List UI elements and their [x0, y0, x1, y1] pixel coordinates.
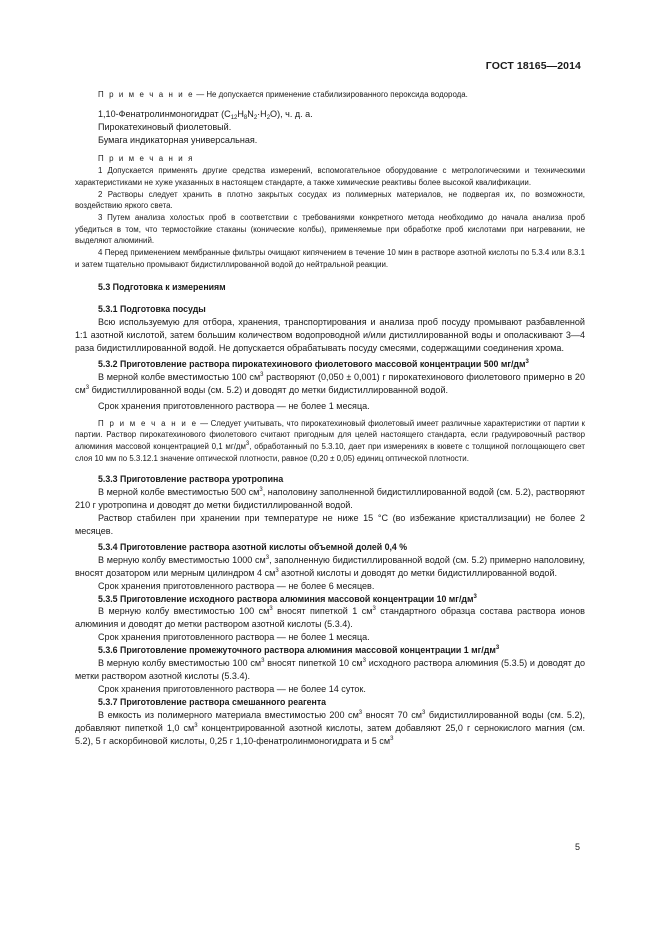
- section-5-3-5-text: В мерную колбу вместимостью 100 $см^3$ вносят пипеткой 1 $см^3$ стандартного образца состава раствора ионов алюминия и доводят до метки раствором азотной кислоты (5.3.4).: [75, 606, 585, 630]
- page-number: 5: [574, 842, 580, 852]
- section-5-3-4-storage: Срок хранения приготовленного раствора — не более 6 месяцев.: [98, 580, 375, 591]
- section-5-3-4-heading: 5.3.4 Приготовление раствора азотной кислоты объемной долей 0,4 %: [98, 541, 408, 552]
- section-5-3-2-text: В мерной колбе вместимостью 100 $см^3$ растворяют (0,050 ± 0,001) г пирокатехинового фиолетового примерно в 20 $см^3$ бидистиллированной воды (см. 5.2) и доводят до метки бидистиллированной водой.: [75, 371, 585, 395]
- section-5-3-1-heading: 5.3.1 Подготовка посуды: [98, 304, 206, 315]
- reagent-pyrocatechol: Пирокатехиновый фиолетовый.: [98, 121, 232, 132]
- section-5-3-3-text: В мерной колбе вместимостью 500 $см^3$, наполовину заполненной бидистиллированной водой (см. 5.2), растворяют 210 г уротропина и доводят до метки бидистиллированной водой.: [75, 487, 585, 511]
- note-text: — Не допускается применение стабилизированного пероксида водорода.: [194, 90, 468, 99]
- section-5-3-1-text: Всю используемую для отбора, хранения, транспортирования и анализа проб посуду промывают разбавленной 1:1 азотной кислотой, затем большим количеством водопроводной и/или дистиллированной воды и ополаскивают 3—4 раза бидистиллированной водой. Не допускается обрабатывать посуду смесями, содержащими соединения хрома.: [75, 317, 585, 354]
- reagent-indicator-paper: Бумага индикаторная универсальная.: [98, 134, 258, 145]
- note-item-4: 4 Перед применением мембранные фильтры очищают кипячением в течение 10 мин в растворе азотной кислоты по 5.3.4 или 8.3.1 и затем тщательно промывают бидистиллированной водой до нейтральной реакции.: [75, 248, 585, 269]
- section-5-3-7-heading: 5.3.7 Приготовление раствора смешанного реагента: [98, 696, 327, 707]
- section-5-3-7-text: В емкость из полимерного материала вместимостью 200 $см^3$ вносят 70 $см^3$ бидистиллированной воды (см. 5.2), добавляют пипеткой 1,0 $см^3$ концентрированной азотной кислоты, затем добавляют 25,0 г сернокислого магния (см. 5.2), 5 г аскорбиновой кислоты, 0,25 г 1,10-фенатролинмоногидрата и 5 $см^3$: [75, 709, 586, 746]
- document-id-header: ГОСТ 18165—2014: [485, 60, 581, 72]
- note-item-3: 3 Путем анализа холостых проб в соответствии с требованиями конкретного метода необходимо до начала анализа проб убедиться в том, что термостойкие стаканы (конические колбы), применяемые при обработке проб кислотами при нагревании, не выделяют алюминий.: [75, 212, 585, 246]
- section-5-3-2-storage: Срок хранения приготовленного раствора — не более 1 месяца.: [98, 400, 370, 411]
- note-item-2: 2 Растворы следует хранить в плотно закрытых сосудах из полимерных материалов, не подвергая их, по возможности, воздействию яркого света.: [75, 189, 585, 211]
- section-5-3-4-text: В мерную колбу вместимостью 1000 $см^3$, заполненную бидистиллированной водой (см. 5.2) примерно наполовину, вносят дозатором или мерным цилиндром 4 $см^3$ азотной кислоты и доводят до метки бидистиллированной водой.: [75, 554, 585, 578]
- section-5-3-6-storage: Срок хранения приготовленного раствора — не более 14 суток.: [98, 683, 366, 694]
- note-peroxide: [75, 89, 585, 101]
- section-5-3-2-note: П р и м е ч а н и е — Следует учитывать, что пирокатехиновый фиолетовый имеет различные характеристики от партии к партии. Раствор пирокатехинового фиолетового считают пригодным для целей настоящего стандарта, если градуировочный раствор алюминия массовой концентрацией 0,1 $мг/дм^3$, обработанный по 5.3.10, дает при измерениях в кювете с толщиной поглощающего свет слоя 10 мм по 5.3.12.1 значение оптической плотности, равное (0,20 ± 0,05) единиц оптической плотности.: [75, 418, 585, 463]
- reagent-phenanthroline: 1,10-Фенатролинмоногидрат $(С_{12}Н_8N_2\cdot Н_2О)$, ч. д. а.: [98, 108, 313, 121]
- section-5-3-6-heading: 5.3.6 Приготовление промежуточного раствора алюминия массовой концентрации 1 $мг/дм^3$: [98, 645, 500, 656]
- notes-heading: П р и м е ч а н и я: [98, 154, 194, 164]
- section-5-3-5-heading: 5.3.5 Приготовление исходного раствора алюминия массовой концентрации 10 $мг/дм^3$: [98, 593, 477, 604]
- section-5-3-3-heading: 5.3.3 Приготовление раствора уротропина: [98, 474, 284, 485]
- section-5-3-5-storage: Срок хранения приготовленного раствора — не более 1 месяца.: [98, 632, 370, 643]
- note-item-1: 1 Допускается применять другие средства измерений, вспомогательное оборудование с метрологическими и техническими характеристиками не хуже указанных в настоящем стандарте, а также химические реактивы более высокой квалификации.: [75, 166, 585, 187]
- section-5-3-3-stability: Раствор стабилен при хранении при температуре не ниже 15 °С (во избежание кристаллизации) не более 2 месяцев.: [75, 513, 585, 537]
- note-label: П р и м е ч а н и е: [98, 90, 195, 99]
- section-5-3-2-heading: 5.3.2 Приготовление раствора пирокатехинового фиолетового массовой концентрации 500 $мг/дм^3$: [98, 358, 529, 369]
- section-5-3-6-text: В мерную колбу вместимостью 100 $см^3$ вносят пипеткой 10 $см^3$ исходного раствора алюминия (5.3.5) и доводят до метки раствором азотной кислоты (5.3.4).: [75, 658, 585, 682]
- page-body: [75, 89, 585, 747]
- section-5-3-heading: 5.3 Подготовка к измерениям: [98, 282, 226, 293]
